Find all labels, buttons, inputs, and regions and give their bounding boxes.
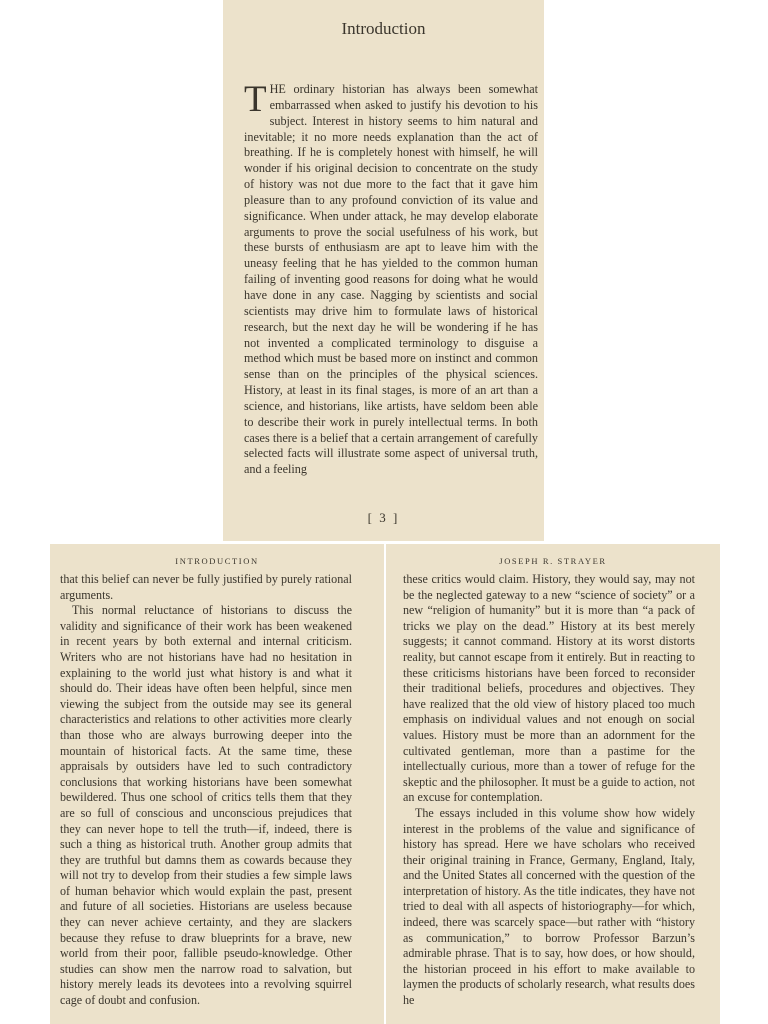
paragraph: This normal reluctance of historians to discuss the validity and significance of their work has been weakened in recent years by both external and internal criticism. Writers who are not historians have had no hesitation in explaining to the world just what history is and what it should do. Their ideas have often been helpful, since men viewing the subject from the outside may see its general characteristics and relations to other activities more clearly than those who are always burrowing deeper into the mountain of historical facts. At the same time, these appraisals by outsiders have led to such contradictory conclusions that working historians have been somewhat bewildered. Thus one school of critics tells them that they are so full of conscious and unconscious prejudices that they can never hope to tell the truth—if, indeed, there is such a thing as historical truth. Another group admits that they are truthful but damns them as cowards because they will not try to develop from their studies a few simple laws of human behavior which would explain the past, present and future of all societies. Historians are useless because they can never achieve certainty, and they are slackers because they refuse to draw blueprints for a brave, new world from their poor, fallible pseudo-knowledge. Other studies can show men the narrow road to salvation, but history merely leads its devotees into a revolving squirrel cage of doubt and confusion. (60, 603, 352, 1008)
drop-cap: T (244, 79, 267, 120)
paragraph: that this belief can never be fully justified by purely rational arguments. (60, 572, 352, 602)
left-running-head: INTRODUCTION (175, 556, 259, 566)
right-running-head: JOSEPH R. STRAYER (499, 556, 607, 566)
paragraph: these critics would claim. History, they would say, may not be the neglected gateway to a new “science of society” or a new “religion of humanity” but it is more than “a pack of tricks we play on the dead.” History at its best merely suggests; it cannot command. History at its worst distorts reality, but cannot escape from it entirely. But in reacting to these criticisms historians have been forced to reconsider their traditional beliefs, procedures and objectives. They have realized that the old view of history placed too much emphasis on individual values and not enough on social values. History must be more than an adornment for the cultivated gentleman, more than a pastime for the intellectually curious, more than a tower of refuge for the skeptic and the philosopher. It must be a guide to action, not an excuse for contemplation. (403, 572, 695, 805)
opening-paragraph-text: HE ordinary historian has always been somewhat embarrassed when asked to justify his devotion to his subject. Interest in history seems to him natural and inevitable; it no more needs explanation than the act of breathing. If he is completely honest with himself, he will wonder if his original decision to concentrate on the study of history was not due more to the fact that it gave him pleasure than to any profound conviction of its value and significance. When under attack, he may develop elaborate arguments to prove the social usefulness of his work, but these bursts of enthusiasm are apt to leave him with the uneasy feeling that he has yielded to the common human failing of inventing good reasons for doing what he would have done in any case. Nagging by scientists and social scientists may drive him to formulate laws of historical research, but the next day he will be wondering if he has not invented a complicated terminology to disguise a method which must be based more on instinct and common sense than on the principles of the physical sciences. History, at least in its final stages, is more of an art than a science, and historians, like artists, have seldom been able to describe their work in purely intellectual terms. In both cases there is a belief that a certain arrangement of carefully selected facts will illustrate some aspect of universal truth, and a feeling (244, 82, 538, 477)
page-number: [ 3 ] (367, 510, 400, 525)
top-book-page (223, 0, 544, 541)
paragraph: The essays included in this volume show how widely interest in the problems of the value and significance of history has spread. Here we have scholars who received their original training in France, Germany, England, Italy, and the United States all concerned with the question of the interpretation of history. As the title indicates, they have not tried to deal with all aspects of historiography—for which, indeed, there was scarcely space—but rather with “history as communication,” to borrow Professor Barzun’s admirable phrase. That is to say, how does, or how should, the historian proceed in his effort to make available to laymen the products of scholarly research, what results does he (403, 805, 695, 1008)
left-book-page (50, 544, 384, 1024)
right-column-text (403, 572, 695, 1009)
chapter-title: Introduction (341, 19, 426, 38)
right-book-page (386, 544, 720, 1024)
left-column-text (60, 572, 352, 1009)
opening-paragraph (244, 79, 538, 478)
